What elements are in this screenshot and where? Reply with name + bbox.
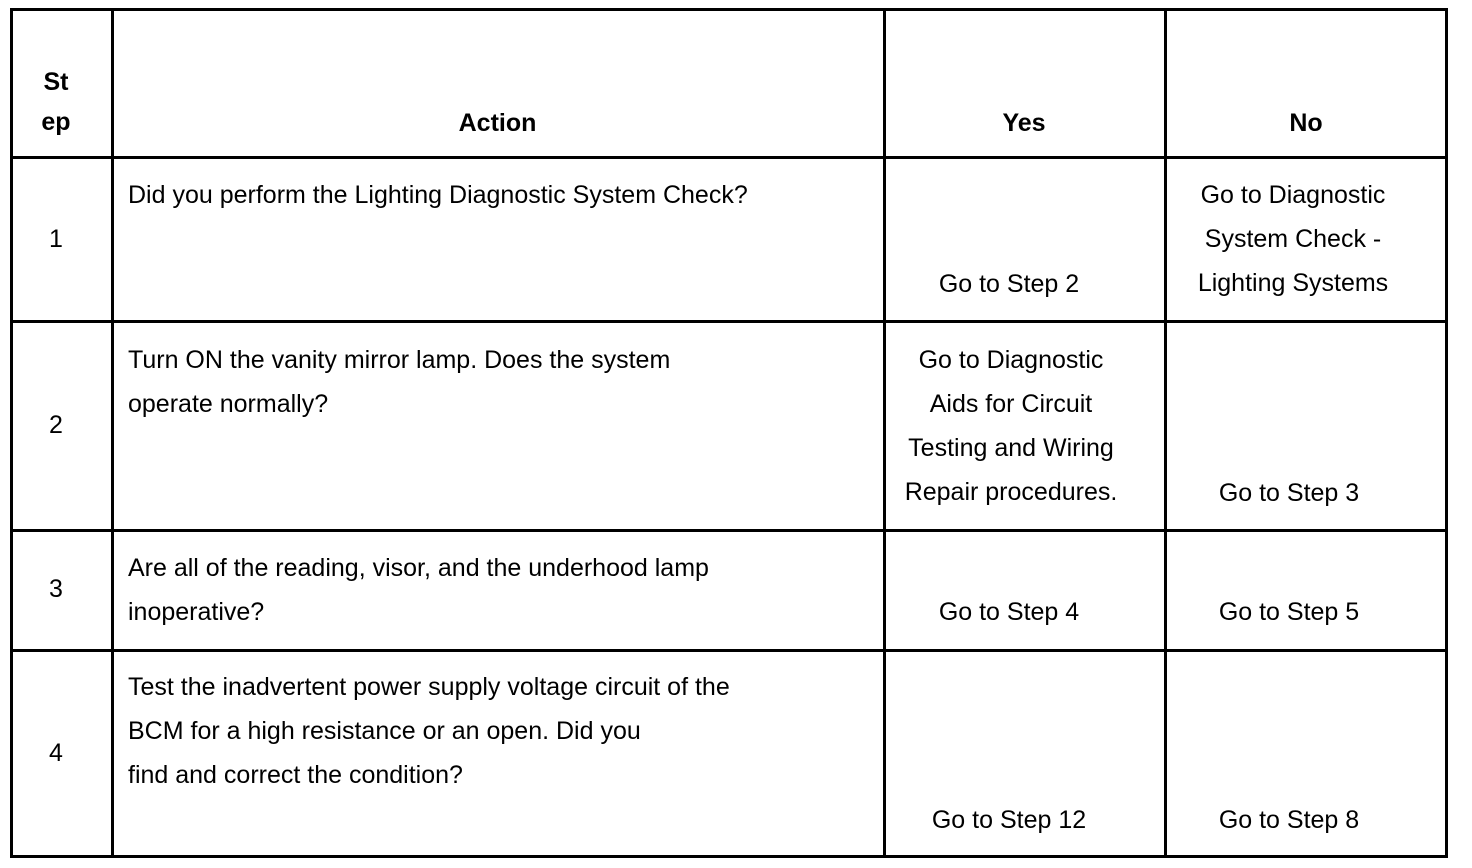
no-result-4: Go to Step 8: [1218, 806, 1360, 834]
no-result-1: Go to Diagnostic System Check - Lighting Systems: [1197, 181, 1389, 297]
row-divider: [13, 649, 1445, 652]
yes-result-4: Go to Step 12: [931, 806, 1087, 834]
header-step: St ep: [41, 68, 71, 136]
action-text-2: Turn ON the vanity mirror lamp. Does the system operate normally?: [128, 346, 671, 418]
row-divider: [13, 529, 1445, 532]
row-divider: [13, 320, 1445, 323]
step-number-1: 1: [49, 225, 63, 253]
no-result-3: Go to Step 5: [1218, 598, 1360, 626]
step-number-3: 3: [49, 575, 63, 603]
yes-result-3: Go to Step 4: [938, 598, 1080, 626]
header-yes: Yes: [1002, 109, 1046, 137]
action-text-3: Are all of the reading, visor, and the underhood lamp inoperative?: [128, 554, 709, 626]
header-no: No: [1289, 109, 1323, 137]
row-divider: [13, 156, 1445, 159]
yes-result-1: Go to Step 2: [938, 270, 1080, 298]
yes-result-2: Go to Diagnostic Aids for Circuit Testing and Wiring Repair procedures.: [904, 346, 1118, 506]
header-action: Action: [458, 109, 537, 137]
step-number-2: 2: [49, 411, 63, 439]
action-text-1: Did you perform the Lighting Diagnostic System Check?: [128, 181, 748, 209]
step-number-4: 4: [49, 739, 63, 767]
action-text-4: Test the inadvertent power supply voltage circuit of the BCM for a high resistance or an open. Did you find and correct the condition?: [128, 673, 730, 789]
no-result-2: Go to Step 3: [1218, 479, 1360, 507]
